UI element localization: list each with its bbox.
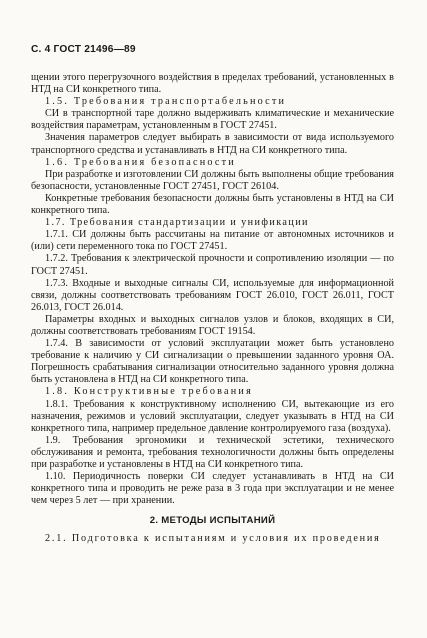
section-title: 2. МЕТОДЫ ИСПЫТАНИЙ	[149, 515, 276, 527]
page-header: С. 4 ГОСТ 21496—89	[31, 44, 136, 55]
paragraph: СИ в транспортной таре должно выдерживать климатические и механические воздействия параметрам, установленным в ГОСТ 27451.	[31, 108, 394, 132]
paragraph: При разработке и изготовлении СИ должны быть выполнены общие требования безопасности, установленные ГОСТ 27451, ГОСТ 26104.	[31, 168, 394, 192]
paragraph: щении этого перегрузочного воздействия в пределах требований, установленных в НТД на СИ конкретного типа.	[31, 72, 394, 96]
subsection-heading: 1.5. Требования транспортабельности	[45, 96, 287, 108]
paragraph: 1.10. Периодичность поверки СИ следует устанавливать в НТД на СИ конкретного типа и проводить не реже раза в 3 года при эксплуатации и не менее чем через 5 лет — при хранении.	[31, 471, 394, 507]
paragraph: 1.7.1. СИ должны быть рассчитаны на питание от автономных источников и (или) сети переменного тока по ГОСТ 27451.	[31, 229, 394, 253]
paragraph: Значения параметров следует выбирать в зависимости от вида используемого транспортного средства и устанавливать в НТД на СИ конкретного типа.	[31, 132, 394, 156]
paragraph: 1.8.1. Требования к конструктивному исполнению СИ, вытекающие из его назначения, режимов и условий эксплуатации, следует указывать в НТД на СИ конкретного типа, например предельное давление контролируемого газа (воздуха).	[31, 398, 394, 434]
subsection-heading: 1.6. Требования безопасности	[45, 156, 236, 168]
paragraph: 1.7.3. Входные и выходные сигналы СИ, используемые для информационной связи, должны соответствовать требованиям ГОСТ 26.010, ГОСТ 26.011, ГОСТ 26.013, ГОСТ 26.014.	[31, 277, 394, 313]
subsection-heading: 1.8. Конструктивные требования	[45, 386, 253, 398]
paragraph: Параметры входных и выходных сигналов узлов и блоков, входящих в СИ, должны соответствовать требованиям ГОСТ 19154.	[31, 313, 394, 337]
paragraph: 1.7.4. В зависимости от условий эксплуатации может быть установлено требование к наличию у СИ сигнализации о превышении заданного уровня ОА. Погрешность срабатывания сигнализации относительно заданного уровня должна быть установлена в НТД на СИ конкретного типа.	[31, 338, 394, 386]
paragraph: 1.9. Требования эргономики и технической эстетики, технического обслуживания и ремонта, требования технологичности должны быть определены при разработке и установлены в НТД на СИ конкретного типа.	[31, 434, 394, 470]
document-body	[31, 72, 394, 546]
paragraph: 1.7.2. Требования к электрической прочности и сопротивлению изоляции — по ГОСТ 27451.	[31, 253, 394, 277]
subsection-heading: 1.7. Требования стандартизации и унификации	[45, 217, 309, 229]
subsection-heading: 2.1. Подготовка к испытаниям и условия их проведения	[45, 533, 381, 545]
paragraph: Конкретные требования безопасности должны быть установлены в НТД на СИ конкретного типа.	[31, 192, 394, 217]
